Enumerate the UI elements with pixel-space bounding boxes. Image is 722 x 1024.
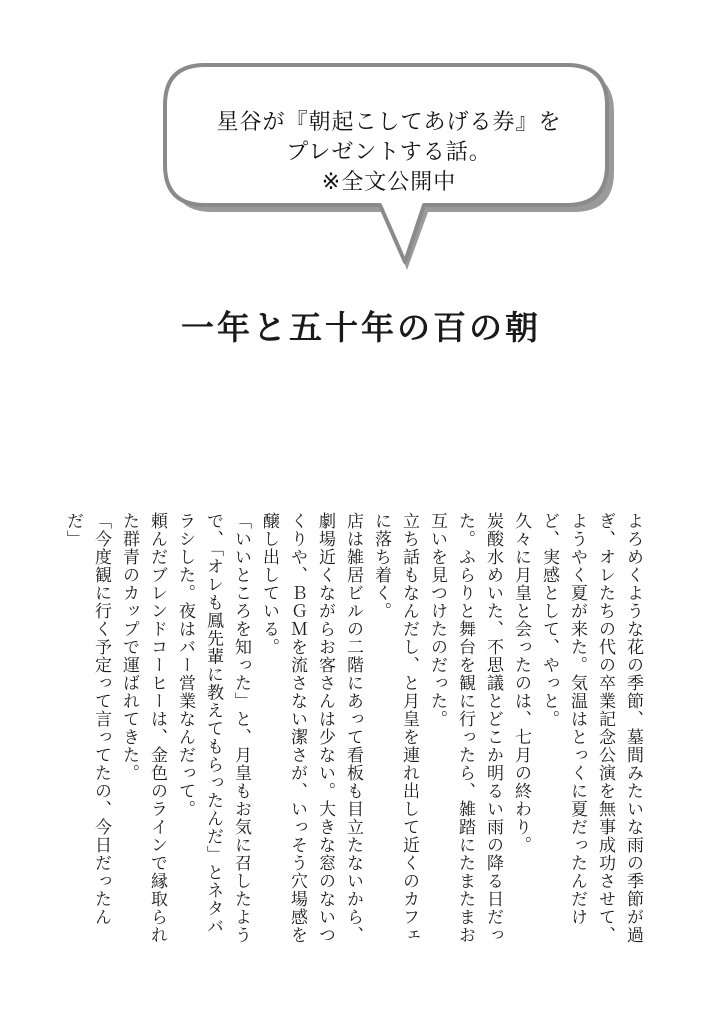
story-paragraph: 「今度観に行く予定って言ってたの、今日だったんだ」: [63, 512, 111, 926]
story-paragraph: 頼んだブレンドコーヒーは、金色のラインで縁取られた群青のカップで運ばれてきた。: [119, 512, 167, 944]
story-paragraph: 久々に月皇と会ったのは、七月の終わり。: [511, 512, 531, 854]
story-body: [63, 512, 647, 952]
story-paragraph: 立ち話もなんだし、と月皇を連れ出して近くのカフェに落ち着く。: [371, 512, 419, 944]
story-title: 一年と五十年の百の朝: [181, 308, 541, 348]
story-paragraph: 「いいところを知った」と、月皇もお気に召したようで、「オレも鳳先輩に教えてもらったんだ」とネタバラシした。夜はバー営業なんだって。: [175, 512, 251, 944]
story-paragraph: 炭酸水めいた、不思議とどこか明るい雨の降る日だった。ふらりと舞台を観に行ったら、雑踏にたまたまお互いを見つけたのだった。: [427, 512, 503, 944]
story-paragraph: よろめくような花の季節、墓間みたいな雨の季節が過ぎ、オレたちの代の卒業記念公演を無事成功させて、ようやく夏が来た。気温はとっくに夏だったんだけど、実感として、やっと。: [539, 512, 643, 944]
bubble-text: [168, 108, 610, 198]
story-paragraph: 店は雑居ビルの二階にあって看板も目立たないから、劇場近くながらお客さんは少ない。大きな窓のないつくりや、ＢＧＭを流さない潔さが、いっそう穴場感を醸し出している。: [259, 512, 363, 944]
bubble-line-1: 星谷が『朝起こしてあげる券』を: [216, 110, 562, 135]
bubble-line-2: プレゼントする話。: [286, 140, 492, 165]
bubble-line-3: ※全文公開中: [321, 170, 457, 195]
